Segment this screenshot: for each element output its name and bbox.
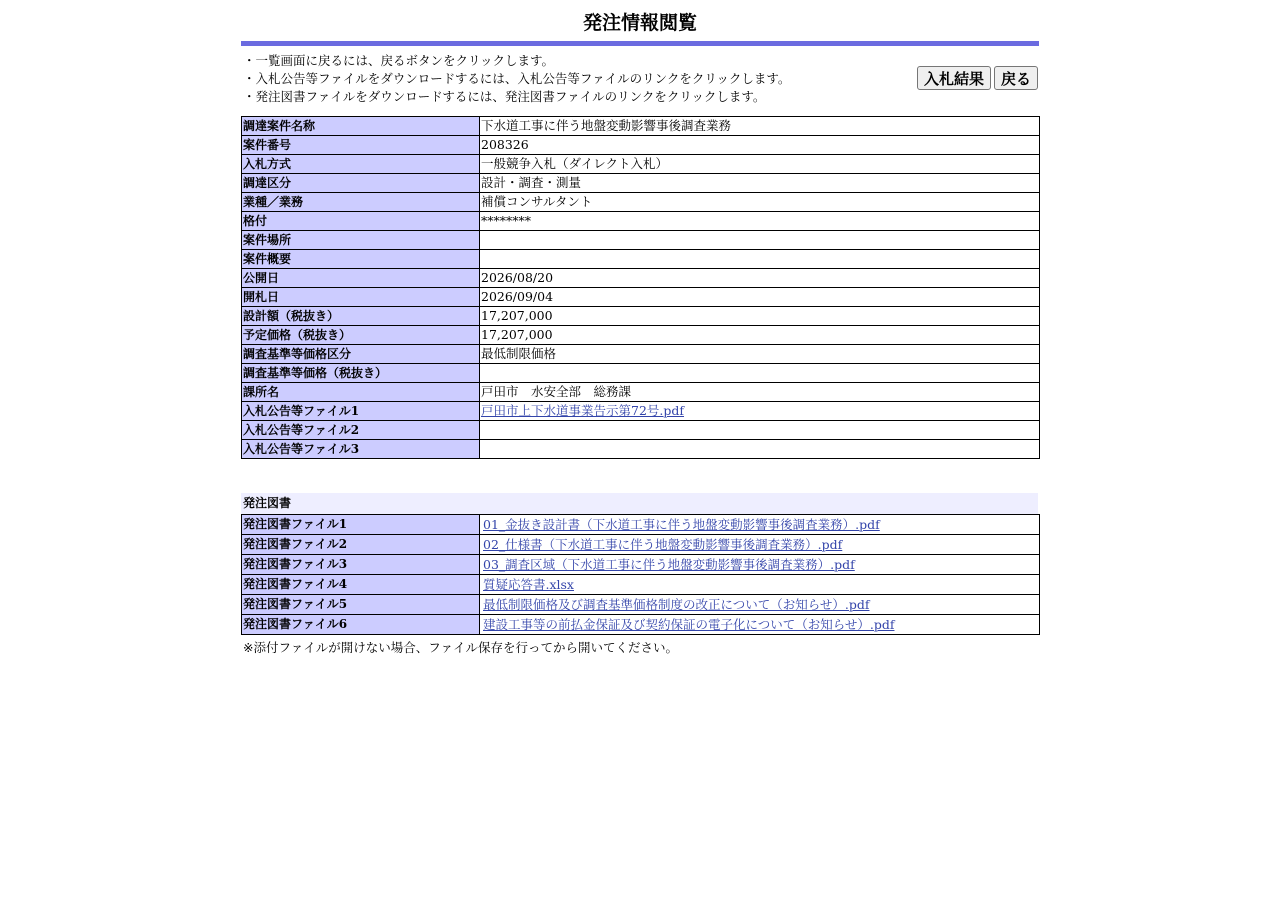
field-value: ******** [480, 212, 1040, 231]
field-label: 案件場所 [242, 231, 480, 250]
table-row [242, 345, 1040, 364]
field-value: 208326 [480, 136, 1040, 155]
field-label: 業種／業務 [242, 193, 480, 212]
field-label: 設計額（税抜き） [242, 307, 480, 326]
table-row [242, 136, 1040, 155]
table-row [242, 288, 1040, 307]
field-value [480, 364, 1040, 383]
field-value [480, 250, 1040, 269]
instructions [241, 46, 1039, 116]
field-value: 最低制限価格 [480, 345, 1040, 364]
instruction-line: ・一覧画面に戻るには、戻るボタンをクリックします。 [243, 53, 555, 68]
field-label: 入札方式 [242, 155, 480, 174]
table-row [242, 421, 1040, 440]
table-row [242, 269, 1040, 288]
file-cell [480, 515, 1040, 535]
field-label: 調達区分 [242, 174, 480, 193]
field-value: 一般競争入札（ダイレクト入札） [480, 155, 1040, 174]
file-cell [480, 575, 1040, 595]
file-cell [480, 615, 1040, 635]
field-value: 2026/08/20 [480, 269, 1040, 288]
footnote: ※添付ファイルが開けない場合、ファイル保存を行ってから開いてください。 [243, 640, 678, 655]
table-row [242, 383, 1040, 402]
field-label: 調達案件名称 [242, 117, 480, 136]
details-table [241, 116, 1040, 459]
drawings-table [241, 514, 1040, 635]
action-buttons [917, 66, 1038, 90]
table-row [242, 595, 1040, 615]
field-value: 戸田市 水安全部 総務課 [480, 383, 1040, 402]
table-row [242, 155, 1040, 174]
page-container [241, 0, 1039, 656]
table-row [242, 307, 1040, 326]
file-cell [480, 555, 1040, 575]
drawing-file-link-2[interactable]: 02_仕様書（下水道工事に伴う地盤変動影響事後調査業務）.pdf [483, 537, 843, 552]
field-value [480, 231, 1040, 250]
field-value: 下水道工事に伴う地盤変動影響事後調査業務 [480, 117, 1040, 136]
table-row [242, 174, 1040, 193]
table-row [242, 402, 1040, 421]
field-label: 入札公告等ファイル2 [242, 421, 480, 440]
table-row [242, 575, 1040, 595]
table-row [242, 515, 1040, 535]
table-row [242, 440, 1040, 459]
table-row [242, 117, 1040, 136]
field-value [480, 421, 1040, 440]
table-row [242, 212, 1040, 231]
drawing-file-link-1[interactable]: 01_金抜き設計書（下水道工事に伴う地盤変動影響事後調査業務）.pdf [483, 517, 880, 532]
drawing-file-link-6[interactable]: 建設工事等の前払金保証及び契約保証の電子化について（お知らせ）.pdf [483, 617, 895, 632]
page-title: 発注情報閲覧 [582, 12, 697, 34]
table-row [242, 555, 1040, 575]
file-label: 発注図書ファイル5 [242, 595, 480, 615]
field-label: 格付 [242, 212, 480, 231]
field-label: 開札日 [242, 288, 480, 307]
field-label: 調査基準等価格区分 [242, 345, 480, 364]
field-label: 案件概要 [242, 250, 480, 269]
field-label: 課所名 [242, 383, 480, 402]
notice-file-link-1[interactable]: 戸田市上下水道事業告示第72号.pdf [481, 403, 685, 418]
table-row [242, 535, 1040, 555]
field-value: 17,207,000 [480, 326, 1040, 345]
field-value: 2026/09/04 [480, 288, 1040, 307]
file-label: 発注図書ファイル6 [242, 615, 480, 635]
field-value: 17,207,000 [480, 307, 1040, 326]
file-label: 発注図書ファイル2 [242, 535, 480, 555]
field-label: 入札公告等ファイル1 [242, 402, 480, 421]
table-row [242, 326, 1040, 345]
table-row [242, 231, 1040, 250]
drawings-section-title: 発注図書 [241, 493, 1038, 514]
file-cell [480, 595, 1040, 615]
bid-results-button[interactable]: 入札結果 [917, 66, 991, 90]
drawing-file-link-4[interactable]: 質疑応答書.xlsx [483, 577, 574, 592]
table-row [242, 250, 1040, 269]
field-label: 予定価格（税抜き） [242, 326, 480, 345]
field-label: 調査基準等価格（税抜き） [242, 364, 480, 383]
table-row [242, 615, 1040, 635]
table-row [242, 193, 1040, 212]
field-value: 補償コンサルタント [480, 193, 1040, 212]
field-label: 入札公告等ファイル3 [242, 440, 480, 459]
instruction-line: ・発注図書ファイルをダウンロードするには、発注図書ファイルのリンクをクリックします。 [243, 89, 766, 104]
table-row [242, 364, 1040, 383]
field-value: 設計・調査・測量 [480, 174, 1040, 193]
field-value [480, 402, 1040, 421]
file-cell [480, 535, 1040, 555]
field-label: 案件番号 [242, 136, 480, 155]
drawing-file-link-5[interactable]: 最低制限価格及び調査基準価格制度の改正について（お知らせ）.pdf [483, 597, 870, 612]
instruction-line: ・入札公告等ファイルをダウンロードするには、入札公告等ファイルのリンクをクリックします。 [243, 71, 791, 86]
field-label: 公開日 [242, 269, 480, 288]
back-button[interactable]: 戻る [994, 66, 1038, 90]
file-label: 発注図書ファイル1 [242, 515, 480, 535]
file-label: 発注図書ファイル4 [242, 575, 480, 595]
field-value [480, 440, 1040, 459]
drawing-file-link-3[interactable]: 03_調査区域（下水道工事に伴う地盤変動影響事後調査業務）.pdf [483, 557, 855, 572]
file-label: 発注図書ファイル3 [242, 555, 480, 575]
